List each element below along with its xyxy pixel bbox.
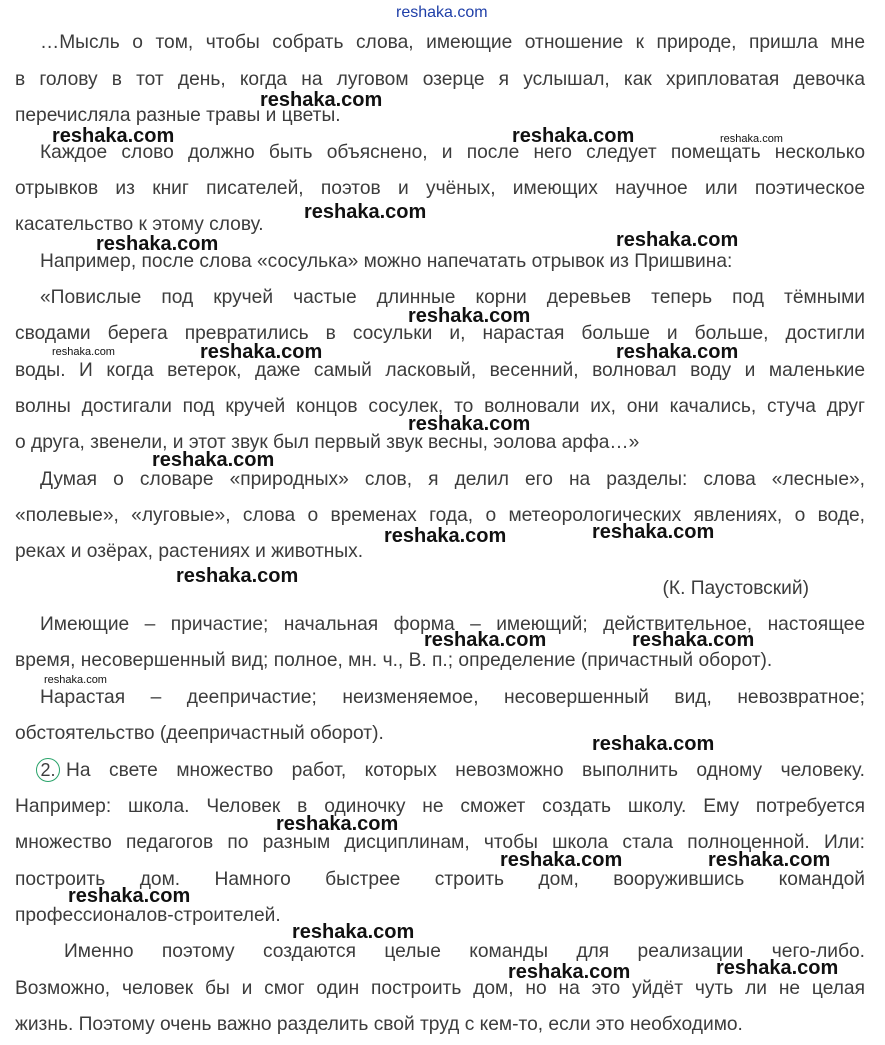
text-line: воды. И когда ветерок, даже самый ласковый, весенний, волновал воду и маленькие xyxy=(15,360,865,381)
text-line: множество педагогов по разным дисциплинам, чтобы школа стала полноценной. Или: xyxy=(15,832,865,853)
text-line: Например, после слова «сосулька» можно напечатать отрывок из Пришвина: xyxy=(40,251,733,272)
text-line: сводами берега превратились в сосульки и, нарастая больше и больше, достигли xyxy=(15,323,865,344)
watermark: reshaka.com xyxy=(424,629,547,651)
text-line: перечисляла разные травы и цветы. xyxy=(15,105,341,126)
text-line: Именно поэтому создаются целые команды для реализации чего-либо. xyxy=(64,941,865,962)
task-number: 2. xyxy=(36,758,60,782)
text-line: профессионалов-строителей. xyxy=(15,905,281,926)
text-line: о друга, звенели, и этот звук был первый звук весны, эолова арфа…» xyxy=(15,432,640,453)
text-line: «полевые», «луговые», слова о временах года, о метеорологических явлениях, о воде, xyxy=(15,505,865,526)
watermark: reshaka.com xyxy=(616,341,739,363)
watermark: reshaka.com xyxy=(396,4,488,21)
text-line: На свете множество работ, которых невозможно выполнить одному человеку. xyxy=(66,760,865,781)
text-line: реках и озёрах, растениях и животных. xyxy=(15,541,364,562)
watermark: reshaka.com xyxy=(200,341,323,363)
watermark: reshaka.com xyxy=(276,813,399,835)
watermark: reshaka.com xyxy=(592,521,715,543)
watermark: reshaka.com xyxy=(52,346,115,358)
watermark: reshaka.com xyxy=(68,885,191,907)
watermark: reshaka.com xyxy=(304,201,427,223)
watermark: reshaka.com xyxy=(260,89,383,111)
watermark: reshaka.com xyxy=(152,449,275,471)
watermark: reshaka.com xyxy=(408,305,531,327)
text-line: жизнь. Поэтому очень важно разделить свой труд с кем-то, если это необходимо. xyxy=(15,1014,743,1035)
text-line: Нарастая – деепричастие; неизменяемое, несовершенный вид, невозвратное; xyxy=(40,687,865,708)
text-line: «Повислые под кручей частые длинные корни деревьев теперь под тёмными xyxy=(40,287,865,308)
watermark: reshaka.com xyxy=(176,565,299,587)
author-attribution: (К. Паустовский) xyxy=(662,578,809,599)
task-number-badge xyxy=(36,757,66,782)
watermark: reshaka.com xyxy=(716,957,839,979)
watermark: reshaka.com xyxy=(592,733,715,755)
watermark: reshaka.com xyxy=(616,229,739,251)
text-line: Каждое слово должно быть объяснено, и после него следует помещать несколько xyxy=(40,142,865,163)
watermark: reshaka.com xyxy=(44,674,107,686)
watermark: reshaka.com xyxy=(52,125,175,147)
text-line: время, несовершенный вид; полное, мн. ч., В. п.; определение (причастный оборот). xyxy=(15,650,773,671)
text-line: Например: школа. Человек в одиночку не сможет создать школу. Ему потребуется xyxy=(15,796,865,817)
text-line: касательство к этому слову. xyxy=(15,214,264,235)
watermark: reshaka.com xyxy=(292,921,415,943)
text-line: Имеющие – причастие; начальная форма – имеющий; действительное, настоящее xyxy=(40,614,865,635)
watermark: reshaka.com xyxy=(512,125,635,147)
text-line: построить дом. Намного быстрее строить дом, вооружившись командой xyxy=(15,869,865,890)
watermark: reshaka.com xyxy=(408,413,531,435)
text-line: в голову в тот день, когда на луговом озерце я услышал, как хрипловатая девочка xyxy=(15,69,865,90)
text-line: отрывков из книг писателей, поэтов и учёных, имеющих научное или поэтическое xyxy=(15,178,865,199)
watermark: reshaka.com xyxy=(632,629,755,651)
text-line: …Мысль о том, чтобы собрать слова, имеющие отношение к природе, пришла мне xyxy=(40,32,865,53)
watermark: reshaka.com xyxy=(500,849,623,871)
watermark: reshaka.com xyxy=(384,525,507,547)
watermark: reshaka.com xyxy=(708,849,831,871)
watermark: reshaka.com xyxy=(720,133,783,145)
text-line: обстоятельство (деепричастный оборот). xyxy=(15,723,384,744)
watermark: reshaka.com xyxy=(508,961,631,983)
text-line: Думая о словаре «природных» слов, я делил его на разделы: слова «лесные», xyxy=(40,469,865,490)
watermark: reshaka.com xyxy=(96,233,219,255)
text-line: волны достигали под кручей концов сосулек, то волновали их, они качались, стуча друг xyxy=(15,396,865,417)
text-line: Возможно, человек бы и смог один построить дом, но на это уйдёт чуть ли не целая xyxy=(15,978,865,999)
